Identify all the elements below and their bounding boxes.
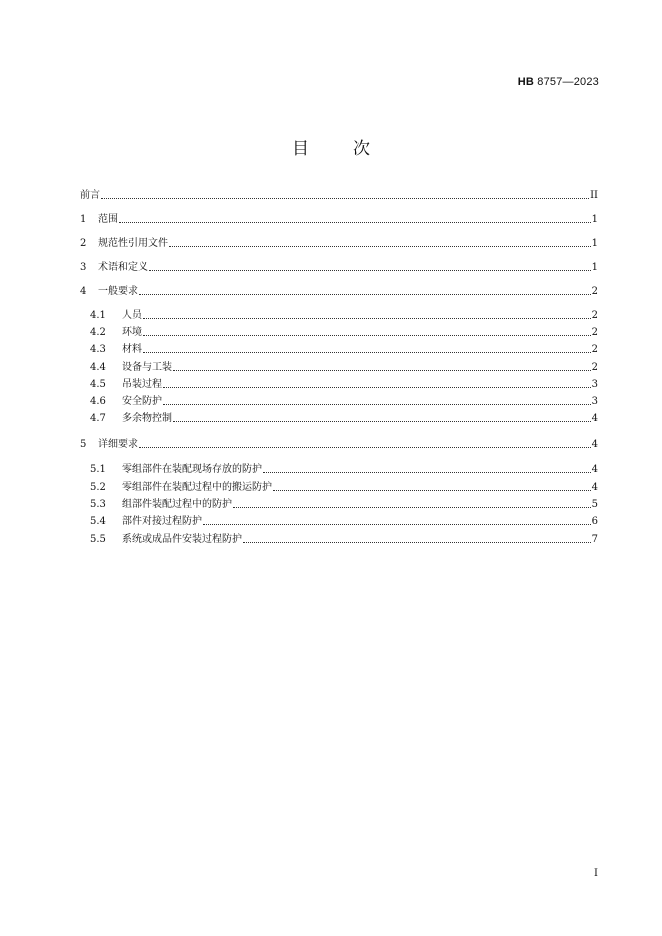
- toc-entry-4-7[interactable]: [90, 412, 598, 426]
- toc-entry-label: 前言: [80, 190, 100, 201]
- toc-entry-1[interactable]: [80, 213, 598, 227]
- toc-entry-label: 术语和定义: [98, 262, 148, 273]
- page-title-char-1: 目: [292, 139, 309, 159]
- toc-leader-dots: [173, 421, 591, 422]
- toc-entry-number: 4.6: [90, 396, 106, 407]
- toc-entry-label: 组部件装配过程中的防护: [122, 499, 232, 510]
- toc-leader-dots: [119, 222, 591, 223]
- toc-entry-5-2[interactable]: [90, 481, 598, 495]
- toc-entry-4-4[interactable]: [90, 361, 598, 375]
- toc-entry-page: 1: [591, 214, 598, 225]
- toc-entry-page: 4: [591, 413, 598, 424]
- toc-entry-number: 1: [80, 214, 87, 225]
- toc-entry-label: 规范性引用文件: [98, 238, 168, 249]
- toc-entry-number: 4: [80, 286, 87, 297]
- toc-leader-dots: [143, 335, 591, 336]
- toc-entry-number: 4.1: [90, 310, 106, 321]
- toc-entry-number: 5.5: [90, 534, 106, 545]
- toc-entry-label: 多余物控制: [122, 413, 172, 424]
- toc-leader-dots: [173, 370, 591, 371]
- toc-entry-foreword[interactable]: [80, 189, 598, 203]
- toc-entry-page: 3: [591, 396, 598, 407]
- toc-entry-page: 4: [591, 439, 598, 450]
- toc-leader-dots: [163, 404, 591, 405]
- toc-entry-4-1[interactable]: [90, 309, 598, 323]
- toc-entry-label: 环境: [122, 327, 142, 338]
- toc-leader-dots: [233, 507, 591, 508]
- toc-entry-label: 详细要求: [98, 439, 138, 450]
- toc-entry-page: 1: [591, 238, 598, 249]
- toc-entry-2[interactable]: [80, 237, 598, 251]
- toc-entry-page: 4: [591, 464, 598, 475]
- toc-entry-page: II: [590, 190, 598, 201]
- toc-entry-number: 5.4: [90, 516, 106, 527]
- toc-entry-4-6[interactable]: [90, 395, 598, 409]
- toc-entry-label: 零组部件在装配现场存放的防护: [122, 464, 262, 475]
- toc-entry-label: 系统或成品件安装过程防护: [122, 534, 242, 545]
- toc-entry-number: 5.2: [90, 482, 106, 493]
- page-title-char-2: 次: [353, 139, 370, 159]
- toc-entry-4-2[interactable]: [90, 326, 598, 340]
- toc-entry-label: 零组部件在装配过程中的搬运防护: [122, 482, 272, 493]
- toc-entry-page: 6: [591, 516, 598, 527]
- toc-entry-page: 7: [591, 534, 598, 545]
- toc-entry-number: 4.3: [90, 344, 106, 355]
- toc-leader-dots: [101, 198, 589, 199]
- toc-leader-dots: [139, 294, 591, 295]
- toc-entry-number: 2: [80, 238, 87, 249]
- toc-leader-dots: [263, 472, 591, 473]
- toc-leader-dots: [273, 490, 591, 491]
- toc-entry-4-3[interactable]: [90, 343, 598, 357]
- toc-entry-5-3[interactable]: [90, 498, 598, 512]
- toc-entry-4[interactable]: [80, 285, 598, 299]
- toc-entry-number: 5.3: [90, 499, 106, 510]
- toc-entry-page: 3: [591, 379, 598, 390]
- toc-entry-number: 5.1: [90, 464, 106, 475]
- toc-entry-5-5[interactable]: [90, 533, 598, 547]
- toc-entry-number: 4.7: [90, 413, 106, 424]
- toc-entry-page: 2: [591, 327, 598, 338]
- page-title: [0, 134, 662, 159]
- toc-entry-label: 部件对接过程防护: [122, 516, 202, 527]
- toc-entry-page: 4: [591, 482, 598, 493]
- document-code-number: 8757—2023: [534, 76, 599, 88]
- toc-entry-5-1[interactable]: [90, 463, 598, 477]
- document-code: [518, 76, 599, 88]
- toc-entry-label: 材料: [122, 344, 142, 355]
- toc-entry-5-4[interactable]: [90, 515, 598, 529]
- toc-leader-dots: [143, 318, 591, 319]
- toc-entry-number: 4.5: [90, 379, 106, 390]
- toc-entry-label: 人员: [122, 310, 142, 321]
- toc-leader-dots: [243, 542, 591, 543]
- toc-entry-number: 3: [80, 262, 87, 273]
- toc-entry-number: 4.4: [90, 362, 106, 373]
- toc-entry-page: 2: [591, 344, 598, 355]
- toc-entry-label: 吊装过程: [122, 379, 162, 390]
- toc-entry-page: 2: [591, 310, 598, 321]
- toc-entry-5[interactable]: [80, 438, 598, 452]
- toc-leader-dots: [203, 524, 591, 525]
- toc-leader-dots: [169, 246, 591, 247]
- toc-entry-label: 范围: [98, 214, 118, 225]
- toc-leader-dots: [163, 387, 591, 388]
- toc-entry-page: 5: [591, 499, 598, 510]
- document-code-prefix: HB: [517, 76, 534, 88]
- toc-entry-page: 2: [591, 286, 598, 297]
- toc-entry-3[interactable]: [80, 261, 598, 275]
- page-number: I: [594, 868, 598, 879]
- toc-entry-label: 设备与工装: [122, 362, 172, 373]
- toc-entry-page: 1: [591, 262, 598, 273]
- toc-entry-number: 4.2: [90, 327, 106, 338]
- toc-entry-label: 一般要求: [98, 286, 138, 297]
- toc-leader-dots: [143, 352, 591, 353]
- toc-entry-label: 安全防护: [122, 396, 162, 407]
- toc-entry-4-5[interactable]: [90, 378, 598, 392]
- toc-entry-number: 5: [80, 439, 87, 450]
- toc-leader-dots: [149, 270, 591, 271]
- toc-entry-page: 2: [591, 362, 598, 373]
- toc-leader-dots: [139, 447, 591, 448]
